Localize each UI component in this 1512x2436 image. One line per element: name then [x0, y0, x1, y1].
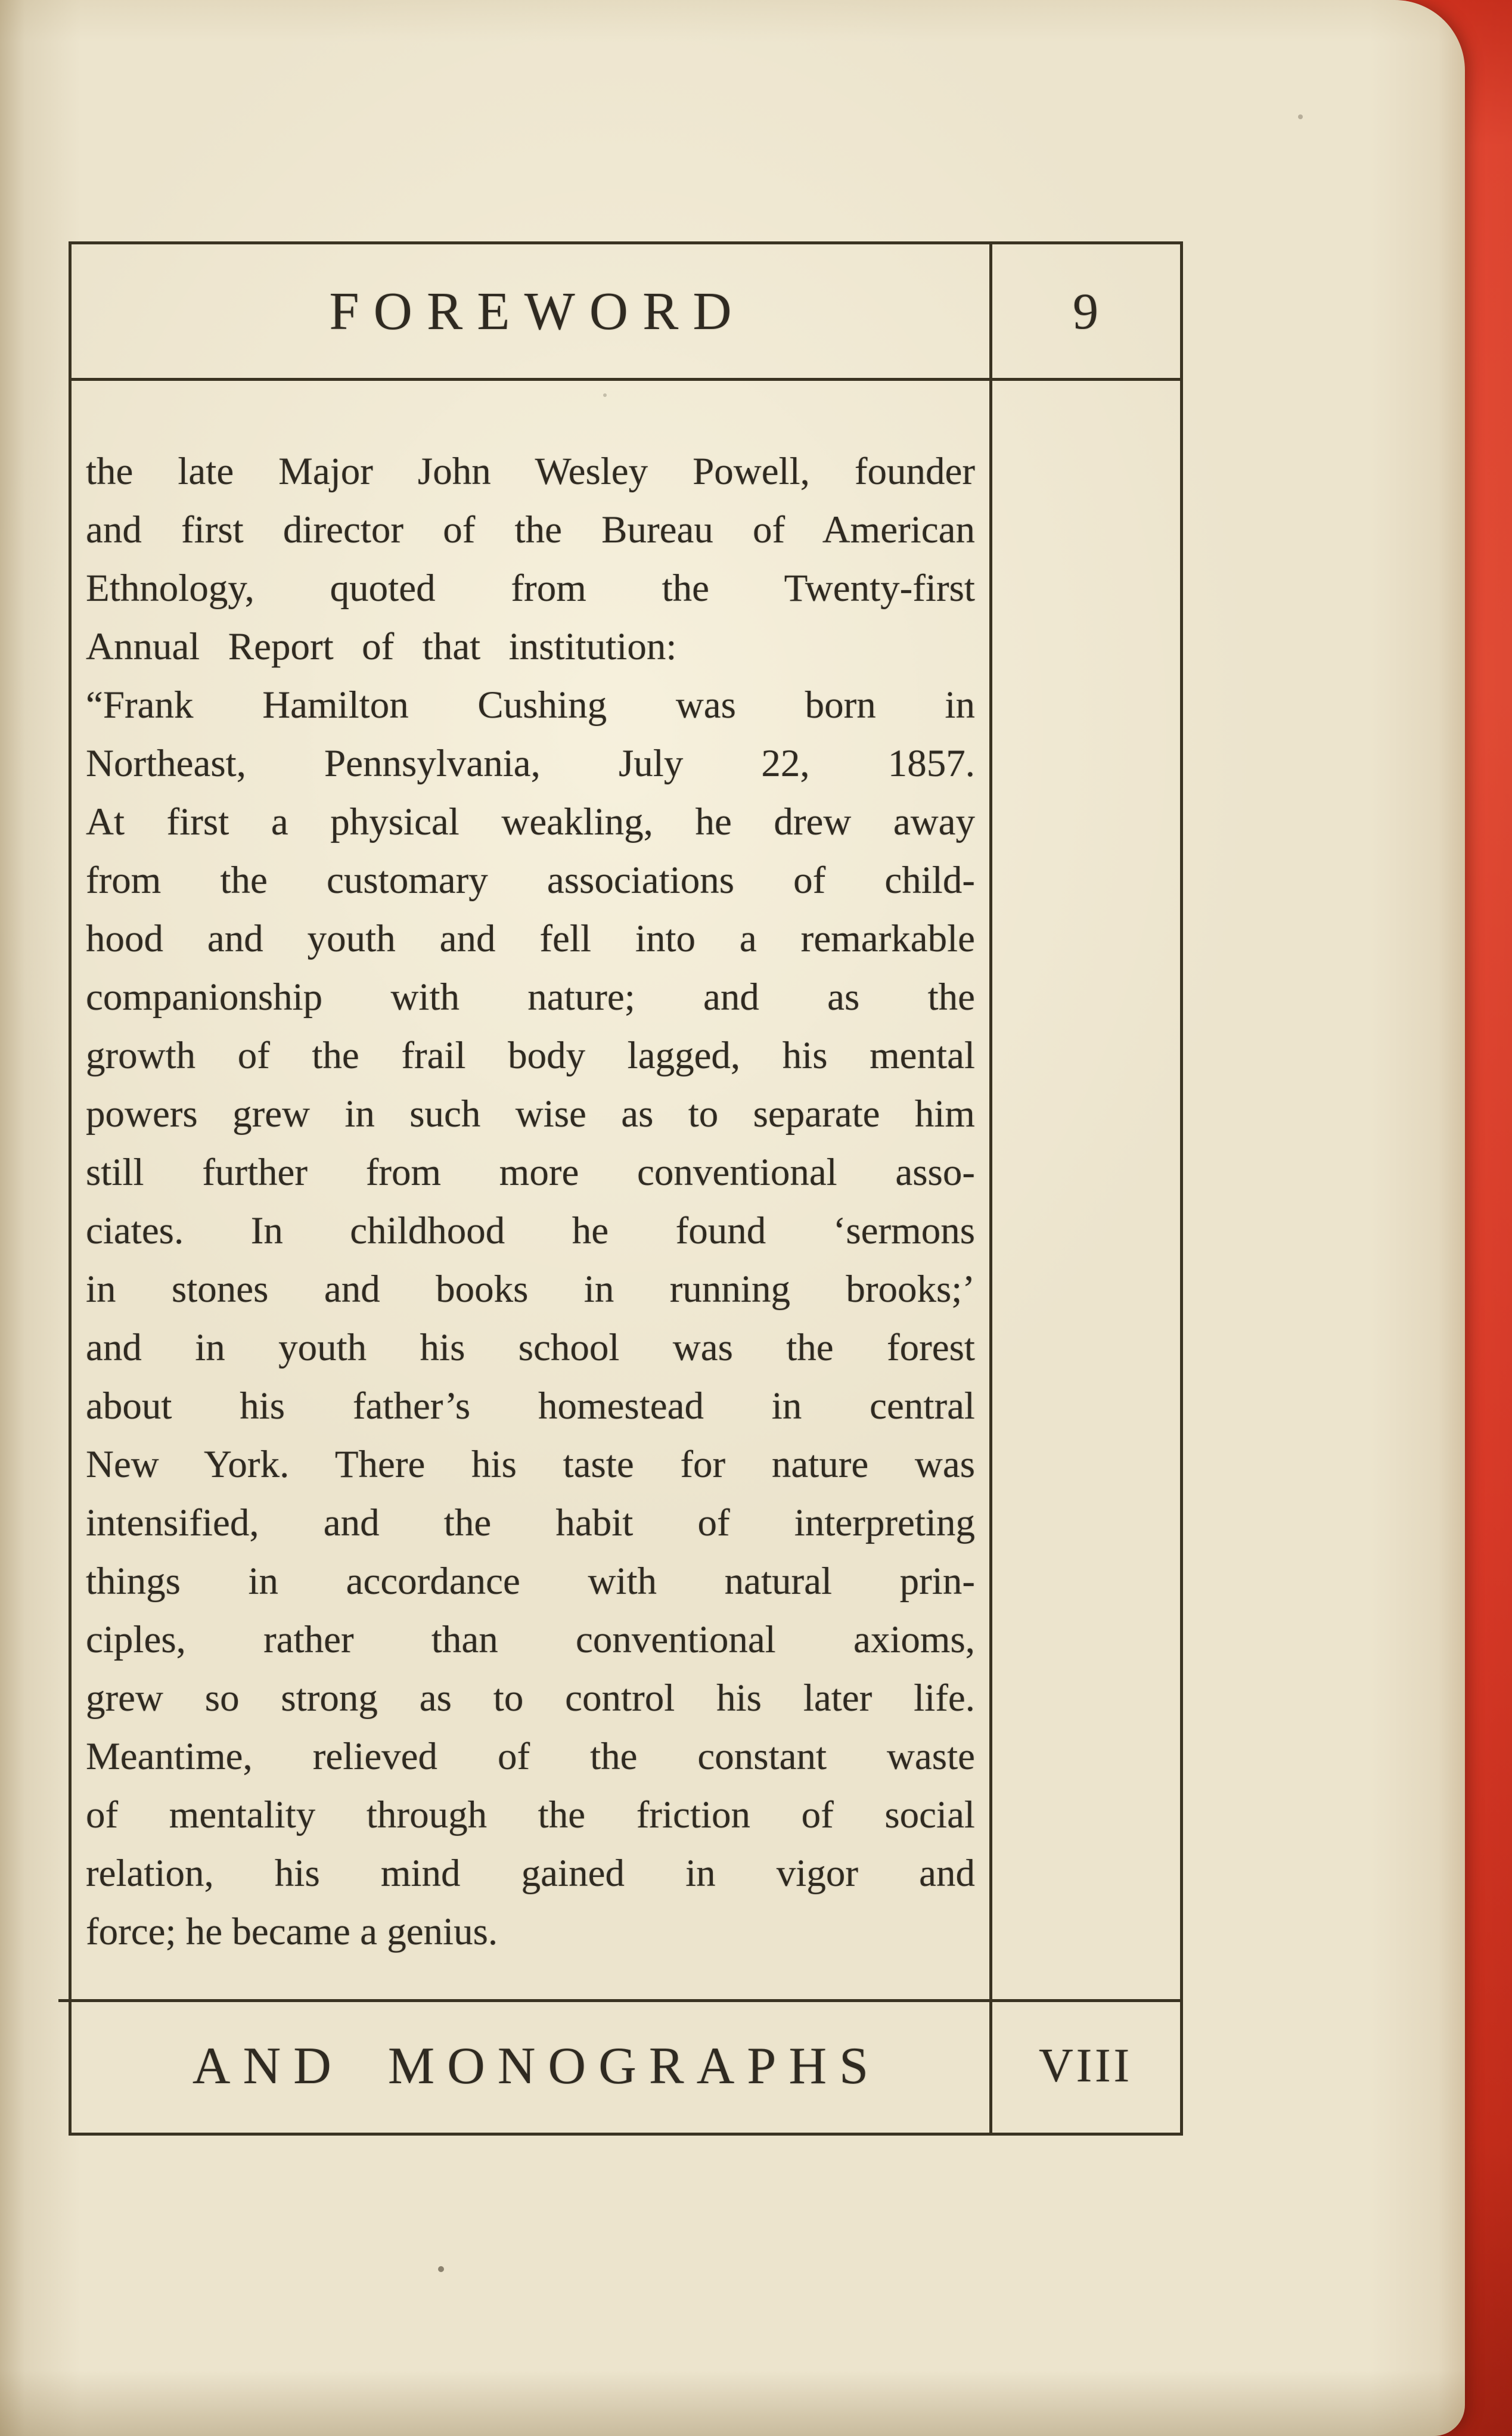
- text-line: of mentality through the friction of social: [86, 1793, 975, 1836]
- text-line: hood and youth and fell into a remarkable: [86, 917, 975, 960]
- text-line: relation, his mind gained in vigor and: [86, 1852, 975, 1895]
- text-line: force; he became a genius.: [86, 1910, 498, 1953]
- column-divider: [989, 244, 992, 2133]
- text-line: companionship with nature; and as the: [86, 976, 975, 1019]
- body-text: [86, 442, 975, 1961]
- header-rule: [72, 378, 1180, 381]
- text-line: intensified, and the habit of interpreting: [86, 1501, 975, 1544]
- text-line: still further from more conventional asso-: [86, 1151, 975, 1194]
- volume-number: VIII: [1039, 2039, 1132, 2092]
- text-line: Northeast, Pennsylvania, July 22, 1857.: [86, 742, 975, 785]
- text-line: things in accordance with natural prin-: [86, 1560, 975, 1603]
- text-line: growth of the frail body lagged, his mental: [86, 1034, 975, 1077]
- text-line: Annual Report of that institution:: [86, 625, 677, 668]
- text-line: from the customary associations of child-: [86, 859, 975, 902]
- page-number: 9: [1073, 283, 1098, 340]
- header-title: FOREWORD: [329, 281, 746, 341]
- text-line: ciates. In childhood he found ‘sermons: [86, 1209, 975, 1252]
- text-line: powers grew in such wise as to separate him: [86, 1093, 975, 1135]
- text-line: about his father’s homestead in central: [86, 1385, 975, 1428]
- paper-speck: [603, 393, 607, 397]
- text-line: the late Major John Wesley Powell, founder: [86, 450, 975, 493]
- text-line: and first director of the Bureau of American: [86, 508, 975, 551]
- text-line: Meantime, relieved of the constant waste: [86, 1735, 975, 1778]
- text-line: Ethnology, quoted from the Twenty-first: [86, 567, 975, 610]
- text-line: ciples, rather than conventional axioms,: [86, 1618, 975, 1661]
- paper-speck: [1298, 114, 1303, 119]
- text-line: “Frank Hamilton Cushing was born in: [86, 684, 975, 727]
- text-line: New York. There his taste for nature was: [86, 1443, 975, 1486]
- series-title: AND MONOGRAPHS: [192, 2037, 881, 2095]
- book-cover-edge: [1464, 0, 1512, 2436]
- text-line: and in youth his school was the forest: [86, 1326, 975, 1369]
- paper-speck: [438, 2266, 444, 2272]
- text-line: in stones and books in running brooks;’: [86, 1268, 975, 1311]
- text-line: At first a physical weakling, he drew away: [86, 800, 975, 843]
- text-line: grew so strong as to control his later life.: [86, 1677, 975, 1720]
- page-frame: [69, 241, 1183, 2136]
